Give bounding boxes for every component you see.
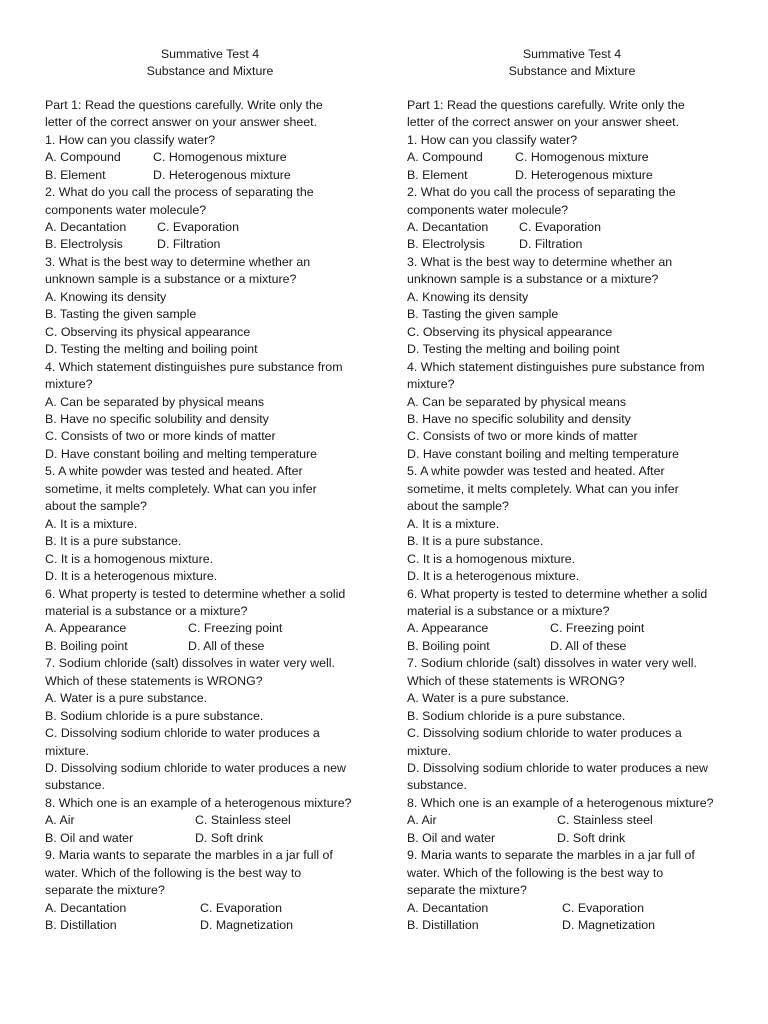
answer-option-row	[407, 620, 757, 637]
question-stem-line: unknown sample is a substance or a mixture?	[407, 272, 659, 287]
test-copy-left	[45, 46, 395, 935]
answer-option: C. Consists of two or more kinds of matter	[45, 429, 276, 444]
question-2	[45, 184, 395, 254]
test-title: Summative Test 4	[522, 47, 622, 61]
answer-option: D. Testing the melting and boiling point	[45, 342, 258, 357]
question-stem-line: 4. Which statement distinguishes pure substance from	[407, 359, 705, 374]
answer-option-row	[407, 900, 757, 917]
question-stem-line: water. Which of the following is the best way to	[45, 865, 302, 880]
answer-option: A. It is a mixture.	[407, 516, 500, 531]
answer-option: D. Magnetization	[562, 918, 655, 933]
answer-option: D. Soft drink	[557, 830, 626, 845]
answer-option: C. Freezing point	[550, 621, 645, 636]
question-stem-line: unknown sample is a substance or a mixture?	[45, 272, 297, 287]
question-stem-line: 5. A white powder was tested and heated. After	[45, 464, 303, 479]
answer-option: D. Magnetization	[200, 918, 293, 933]
question-6	[407, 586, 757, 656]
answer-option: C. Evaporation	[200, 900, 282, 915]
question-stem-line: 2. What do you call the process of separating the	[45, 185, 314, 200]
answer-option: B. Electrolysis	[407, 237, 485, 252]
question-4	[45, 359, 395, 464]
answer-option: D. Heterogenous mixture	[153, 167, 291, 182]
answer-option: D. It is a heterogenous mixture.	[407, 569, 580, 584]
answer-option: B. It is a pure substance.	[407, 534, 544, 549]
answer-option: D. Soft drink	[195, 830, 264, 845]
answer-option-row	[407, 219, 757, 236]
question-stem-line: 6. What property is tested to determine whether a solid	[407, 586, 708, 601]
question-stem-line: about the sample?	[407, 499, 509, 514]
answer-option: B. Sodium chloride is a pure substance.	[407, 708, 626, 723]
question-2	[407, 184, 757, 254]
instruction-line: Part 1: Read the questions carefully. Write only the	[45, 97, 323, 112]
question-8	[45, 795, 395, 847]
question-5	[407, 463, 757, 585]
test-title: Summative Test 4	[160, 47, 260, 61]
answer-option: C. Homogenous mixture	[153, 150, 287, 165]
answer-option: B. Element	[45, 167, 106, 182]
question-7	[45, 655, 395, 795]
answer-option: D. Have constant boiling and melting temperature	[407, 446, 680, 461]
answer-option: A. Decantation	[407, 220, 489, 235]
answer-option: A. Appearance	[45, 621, 127, 636]
question-stem-line: water. Which of the following is the best way to	[407, 865, 664, 880]
question-stem-line: separate the mixture?	[45, 883, 165, 898]
answer-option: A. Appearance	[407, 621, 489, 636]
answer-option: substance.	[407, 778, 467, 793]
question-5	[45, 463, 395, 585]
question-stem-line: components water molecule?	[45, 202, 207, 217]
question-stem-line: about the sample?	[45, 499, 147, 514]
answer-option: B. Have no specific solubility and density	[45, 412, 269, 426]
answer-option: D. All of these	[550, 638, 627, 653]
instruction-line: letter of the correct answer on your answer sheet.	[45, 115, 318, 130]
answer-option-row	[45, 917, 395, 934]
answer-option: substance.	[45, 778, 105, 793]
answer-option: C. Evaporation	[157, 220, 239, 235]
answer-option-row	[407, 812, 757, 829]
question-stem-line: Which of these statements is WRONG?	[45, 673, 263, 688]
answer-option: D. Heterogenous mixture	[515, 167, 653, 182]
question-9	[45, 847, 395, 934]
answer-option: B. Have no specific solubility and density	[407, 412, 631, 426]
answer-option-row	[45, 620, 395, 637]
answer-option: D. Testing the melting and boiling point	[407, 342, 620, 357]
answer-option: C. Homogenous mixture	[515, 150, 649, 165]
answer-option: A. Knowing its density	[45, 289, 167, 304]
answer-option: C. It is a homogenous mixture.	[407, 551, 576, 566]
test-subtitle: Substance and Mixture	[508, 64, 636, 79]
test-copy-right	[407, 46, 757, 935]
answer-option: B. Distillation	[45, 918, 117, 933]
answer-option-row	[45, 638, 395, 655]
answer-option: A. Decantation	[407, 900, 489, 915]
instruction-line: Part 1: Read the questions carefully. Write only the	[407, 97, 685, 112]
answer-option: B. Distillation	[407, 918, 479, 933]
answer-option: C. Dissolving sodium chloride to water produces a	[407, 726, 682, 741]
answer-option: A. Air	[407, 813, 437, 828]
question-3	[407, 254, 757, 359]
answer-option-row	[407, 167, 757, 184]
question-1	[407, 132, 757, 184]
instruction-line: letter of the correct answer on your answer sheet.	[407, 115, 680, 130]
answer-option-row	[407, 638, 757, 655]
answer-option: C. Observing its physical appearance	[407, 324, 613, 339]
question-stem-line: Which of these statements is WRONG?	[407, 673, 625, 688]
answer-option-row	[45, 812, 395, 829]
answer-option: C. Dissolving sodium chloride to water produces a	[45, 726, 320, 741]
answer-option-row	[407, 149, 757, 166]
answer-option: mixture.	[45, 743, 90, 758]
question-4	[407, 359, 757, 464]
answer-option: B. Oil and water	[45, 830, 134, 845]
answer-option-row	[45, 830, 395, 847]
question-3	[45, 254, 395, 359]
question-stem-line: material is a substance or a mixture?	[45, 603, 248, 618]
answer-option: C. Freezing point	[188, 621, 283, 636]
question-stem-line: 9. Maria wants to separate the marbles in a jar full of	[45, 848, 333, 863]
answer-option-row	[407, 830, 757, 847]
answer-option: B. Tasting the given sample	[45, 307, 197, 322]
question-stem-line: 7. Sodium chloride (salt) dissolves in water very well.	[407, 656, 697, 671]
question-stem-line: mixture?	[407, 377, 455, 392]
answer-option-row	[407, 236, 757, 253]
answer-option: A. Can be separated by physical means	[407, 394, 627, 409]
answer-option: A. Air	[45, 813, 75, 828]
question-stem-line: 8. Which one is an example of a heterogenous mixture?	[45, 795, 352, 810]
answer-option: B. Electrolysis	[45, 237, 123, 252]
answer-option: C. Evaporation	[519, 220, 601, 235]
answer-option: A. Decantation	[45, 900, 127, 915]
question-stem-line: components water molecule?	[407, 202, 569, 217]
question-stem-line: 1. How can you classify water?	[407, 132, 578, 147]
answer-option: D. All of these	[188, 638, 265, 653]
question-stem-line: 5. A white powder was tested and heated. After	[407, 464, 665, 479]
question-stem-line: 7. Sodium chloride (salt) dissolves in water very well.	[45, 656, 335, 671]
question-stem-line: sometime, it melts completely. What can you infer	[45, 481, 317, 496]
question-stem-line: mixture?	[45, 377, 93, 392]
answer-option: C. Consists of two or more kinds of matter	[407, 429, 638, 444]
answer-option: A. Compound	[45, 150, 121, 165]
question-stem-line: material is a substance or a mixture?	[407, 603, 610, 618]
answer-option: A. Water is a pure substance.	[407, 691, 570, 706]
answer-option: B. Oil and water	[407, 830, 496, 845]
answer-option: B. Boiling point	[407, 638, 490, 653]
question-9	[407, 847, 757, 934]
answer-option: A. Can be separated by physical means	[45, 394, 265, 409]
answer-option: D. It is a heterogenous mixture.	[45, 569, 218, 584]
answer-option: mixture.	[407, 743, 452, 758]
answer-option-row	[45, 236, 395, 253]
answer-option: C. Stainless steel	[557, 813, 653, 828]
answer-option: A. It is a mixture.	[45, 516, 138, 531]
question-stem-line: 1. How can you classify water?	[45, 132, 216, 147]
answer-option: B. Boiling point	[45, 638, 128, 653]
question-1	[45, 132, 395, 184]
answer-option: C. Evaporation	[562, 900, 644, 915]
answer-option: B. Element	[407, 167, 468, 182]
answer-option-row	[45, 900, 395, 917]
answer-option: D. Dissolving sodium chloride to water produces a new	[45, 761, 346, 776]
question-6	[45, 586, 395, 656]
answer-option: D. Filtration	[519, 237, 583, 252]
question-stem-line: 4. Which statement distinguishes pure substance from	[45, 359, 343, 374]
question-8	[407, 795, 757, 847]
answer-option: C. Observing its physical appearance	[45, 324, 251, 339]
question-stem-line: 3. What is the best way to determine whether an	[407, 254, 673, 269]
answer-option: D. Dissolving sodium chloride to water produces a new	[407, 761, 708, 776]
answer-option: C. It is a homogenous mixture.	[45, 551, 214, 566]
test-subtitle: Substance and Mixture	[146, 64, 274, 79]
answer-option: D. Have constant boiling and melting temperature	[45, 446, 318, 461]
answer-option: A. Compound	[407, 150, 483, 165]
answer-option-row	[45, 149, 395, 166]
question-stem-line: 3. What is the best way to determine whether an	[45, 254, 311, 269]
question-stem-line: 2. What do you call the process of separating the	[407, 185, 676, 200]
answer-option: A. Decantation	[45, 220, 127, 235]
answer-option: B. Tasting the given sample	[407, 307, 559, 322]
answer-option: D. Filtration	[157, 237, 221, 252]
question-stem-line: 8. Which one is an example of a heterogenous mixture?	[407, 795, 714, 810]
answer-option: A. Water is a pure substance.	[45, 691, 208, 706]
answer-option-row	[45, 219, 395, 236]
question-stem-line: 6. What property is tested to determine whether a solid	[45, 586, 346, 601]
answer-option-row	[407, 917, 757, 934]
question-stem-line: sometime, it melts completely. What can you infer	[407, 481, 679, 496]
answer-option: C. Stainless steel	[195, 813, 291, 828]
answer-option: B. It is a pure substance.	[45, 534, 182, 549]
answer-option-row	[45, 167, 395, 184]
question-stem-line: separate the mixture?	[407, 883, 527, 898]
answer-option: A. Knowing its density	[407, 289, 529, 304]
answer-option: B. Sodium chloride is a pure substance.	[45, 708, 264, 723]
question-7	[407, 655, 757, 795]
question-stem-line: 9. Maria wants to separate the marbles in a jar full of	[407, 848, 695, 863]
